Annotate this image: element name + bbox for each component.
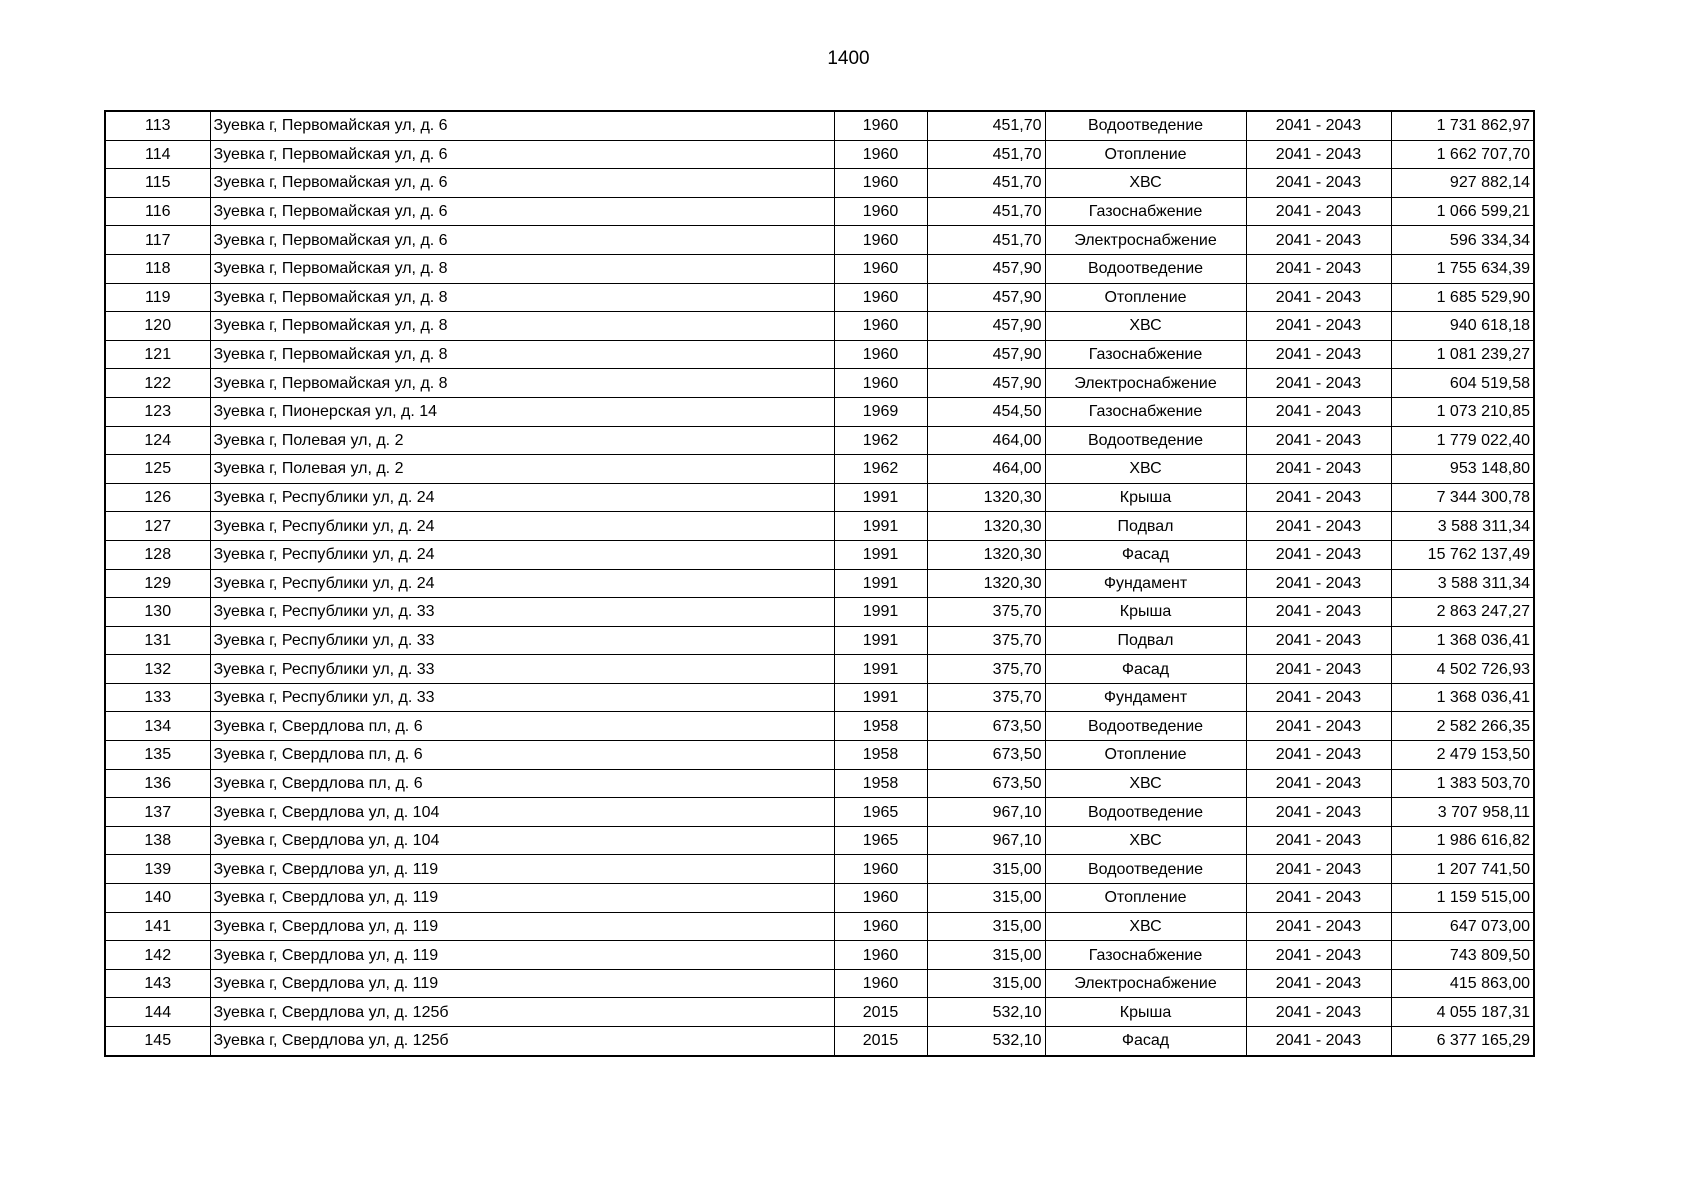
table-row — [105, 369, 1534, 398]
system-cell: Водоотведение — [1045, 855, 1246, 884]
period-cell: 2041 - 2043 — [1246, 340, 1391, 369]
period-cell: 2041 - 2043 — [1246, 598, 1391, 627]
build-year-cell: 1991 — [834, 683, 927, 712]
table-row — [105, 969, 1534, 998]
table-row — [105, 397, 1534, 426]
row-number: 118 — [105, 254, 210, 283]
address-cell: Зуевка г, Свердлова ул, д. 125б — [210, 998, 834, 1027]
period-cell: 2041 - 2043 — [1246, 626, 1391, 655]
system-cell: Электроснабжение — [1045, 369, 1246, 398]
row-number: 129 — [105, 569, 210, 598]
cost-cell: 647 073,00 — [1391, 912, 1534, 941]
address-cell: Зуевка г, Свердлова пл, д. 6 — [210, 741, 834, 770]
area-cell: 464,00 — [927, 455, 1045, 484]
row-number: 121 — [105, 340, 210, 369]
system-cell: Подвал — [1045, 626, 1246, 655]
row-number: 140 — [105, 884, 210, 913]
row-number: 141 — [105, 912, 210, 941]
table-row — [105, 598, 1534, 627]
row-number: 137 — [105, 798, 210, 827]
row-number: 134 — [105, 712, 210, 741]
address-cell: Зуевка г, Первомайская ул, д. 6 — [210, 140, 834, 169]
table-row — [105, 1027, 1534, 1056]
system-cell: Отопление — [1045, 140, 1246, 169]
area-cell: 967,10 — [927, 798, 1045, 827]
system-cell: Газоснабжение — [1045, 340, 1246, 369]
table-row — [105, 483, 1534, 512]
period-cell: 2041 - 2043 — [1246, 941, 1391, 970]
cost-cell: 1 662 707,70 — [1391, 140, 1534, 169]
area-cell: 457,90 — [927, 254, 1045, 283]
cost-cell: 4 055 187,31 — [1391, 998, 1534, 1027]
row-number: 130 — [105, 598, 210, 627]
system-cell: ХВС — [1045, 769, 1246, 798]
area-cell: 451,70 — [927, 111, 1045, 140]
system-cell: Фасад — [1045, 1027, 1246, 1056]
area-cell: 375,70 — [927, 598, 1045, 627]
system-cell: Водоотведение — [1045, 798, 1246, 827]
period-cell: 2041 - 2043 — [1246, 312, 1391, 341]
cost-cell: 3 588 311,34 — [1391, 569, 1534, 598]
cost-cell: 953 148,80 — [1391, 455, 1534, 484]
build-year-cell: 1960 — [834, 912, 927, 941]
build-year-cell: 1991 — [834, 598, 927, 627]
cost-cell: 1 368 036,41 — [1391, 626, 1534, 655]
build-year-cell: 1991 — [834, 540, 927, 569]
row-number: 139 — [105, 855, 210, 884]
system-cell: Отопление — [1045, 283, 1246, 312]
table-row — [105, 912, 1534, 941]
area-cell: 315,00 — [927, 912, 1045, 941]
cost-cell: 1 207 741,50 — [1391, 855, 1534, 884]
area-cell: 532,10 — [927, 1027, 1045, 1056]
area-cell: 315,00 — [927, 855, 1045, 884]
system-cell: ХВС — [1045, 826, 1246, 855]
cost-cell: 1 159 515,00 — [1391, 884, 1534, 913]
area-cell: 673,50 — [927, 741, 1045, 770]
system-cell: Водоотведение — [1045, 254, 1246, 283]
system-cell: Фундамент — [1045, 683, 1246, 712]
system-cell: Газоснабжение — [1045, 197, 1246, 226]
area-cell: 1320,30 — [927, 512, 1045, 541]
cost-cell: 7 344 300,78 — [1391, 483, 1534, 512]
build-year-cell: 1960 — [834, 254, 927, 283]
cost-cell: 4 502 726,93 — [1391, 655, 1534, 684]
address-cell: Зуевка г, Первомайская ул, д. 8 — [210, 312, 834, 341]
system-cell: Газоснабжение — [1045, 941, 1246, 970]
address-cell: Зуевка г, Полевая ул, д. 2 — [210, 455, 834, 484]
table-row — [105, 540, 1534, 569]
cost-cell: 1 779 022,40 — [1391, 426, 1534, 455]
cost-cell: 1 383 503,70 — [1391, 769, 1534, 798]
row-number: 144 — [105, 998, 210, 1027]
row-number: 119 — [105, 283, 210, 312]
table-row — [105, 941, 1534, 970]
system-cell: ХВС — [1045, 455, 1246, 484]
address-cell: Зуевка г, Первомайская ул, д. 6 — [210, 169, 834, 198]
table-row — [105, 111, 1534, 140]
cost-cell: 3 588 311,34 — [1391, 512, 1534, 541]
period-cell: 2041 - 2043 — [1246, 826, 1391, 855]
system-cell: Отопление — [1045, 884, 1246, 913]
period-cell: 2041 - 2043 — [1246, 169, 1391, 198]
table-row — [105, 169, 1534, 198]
build-year-cell: 1960 — [834, 855, 927, 884]
period-cell: 2041 - 2043 — [1246, 855, 1391, 884]
build-year-cell: 1960 — [834, 283, 927, 312]
build-year-cell: 2015 — [834, 1027, 927, 1056]
period-cell: 2041 - 2043 — [1246, 884, 1391, 913]
cost-cell: 604 519,58 — [1391, 369, 1534, 398]
period-cell: 2041 - 2043 — [1246, 455, 1391, 484]
area-cell: 315,00 — [927, 941, 1045, 970]
address-cell: Зуевка г, Республики ул, д. 33 — [210, 626, 834, 655]
table-row — [105, 254, 1534, 283]
build-year-cell: 1960 — [834, 111, 927, 140]
table-row — [105, 226, 1534, 255]
period-cell: 2041 - 2043 — [1246, 197, 1391, 226]
build-year-cell: 1958 — [834, 769, 927, 798]
area-cell: 315,00 — [927, 884, 1045, 913]
address-cell: Зуевка г, Республики ул, д. 33 — [210, 655, 834, 684]
row-number: 126 — [105, 483, 210, 512]
system-cell: Отопление — [1045, 741, 1246, 770]
area-cell: 315,00 — [927, 969, 1045, 998]
build-year-cell: 1960 — [834, 369, 927, 398]
cost-cell: 1 081 239,27 — [1391, 340, 1534, 369]
row-number: 124 — [105, 426, 210, 455]
area-cell: 457,90 — [927, 369, 1045, 398]
period-cell: 2041 - 2043 — [1246, 283, 1391, 312]
build-year-cell: 1991 — [834, 655, 927, 684]
address-cell: Зуевка г, Свердлова ул, д. 125б — [210, 1027, 834, 1056]
area-cell: 451,70 — [927, 197, 1045, 226]
build-year-cell: 1991 — [834, 512, 927, 541]
area-cell: 457,90 — [927, 312, 1045, 341]
row-number: 123 — [105, 397, 210, 426]
address-cell: Зуевка г, Республики ул, д. 24 — [210, 540, 834, 569]
address-cell: Зуевка г, Пионерская ул, д. 14 — [210, 397, 834, 426]
period-cell: 2041 - 2043 — [1246, 998, 1391, 1027]
period-cell: 2041 - 2043 — [1246, 226, 1391, 255]
system-cell: Фундамент — [1045, 569, 1246, 598]
table-row — [105, 140, 1534, 169]
system-cell: Водоотведение — [1045, 712, 1246, 741]
address-cell: Зуевка г, Республики ул, д. 24 — [210, 569, 834, 598]
row-number: 120 — [105, 312, 210, 341]
build-year-cell: 1991 — [834, 483, 927, 512]
address-cell: Зуевка г, Республики ул, д. 33 — [210, 598, 834, 627]
area-cell: 375,70 — [927, 655, 1045, 684]
table-row — [105, 712, 1534, 741]
address-cell: Зуевка г, Первомайская ул, д. 8 — [210, 369, 834, 398]
build-year-cell: 1962 — [834, 455, 927, 484]
row-number: 128 — [105, 540, 210, 569]
system-cell: Крыша — [1045, 598, 1246, 627]
address-cell: Зуевка г, Свердлова ул, д. 104 — [210, 798, 834, 827]
build-year-cell: 1960 — [834, 197, 927, 226]
area-cell: 1320,30 — [927, 483, 1045, 512]
area-cell: 451,70 — [927, 169, 1045, 198]
system-cell: Газоснабжение — [1045, 397, 1246, 426]
period-cell: 2041 - 2043 — [1246, 769, 1391, 798]
row-number: 142 — [105, 941, 210, 970]
system-cell: ХВС — [1045, 312, 1246, 341]
table-row — [105, 884, 1534, 913]
cost-cell: 2 479 153,50 — [1391, 741, 1534, 770]
system-cell: Электроснабжение — [1045, 969, 1246, 998]
address-cell: Зуевка г, Первомайская ул, д. 6 — [210, 226, 834, 255]
cost-cell: 927 882,14 — [1391, 169, 1534, 198]
row-number: 132 — [105, 655, 210, 684]
row-number: 145 — [105, 1027, 210, 1056]
system-cell: ХВС — [1045, 169, 1246, 198]
row-number: 115 — [105, 169, 210, 198]
table-row — [105, 826, 1534, 855]
table-row — [105, 798, 1534, 827]
period-cell: 2041 - 2043 — [1246, 426, 1391, 455]
build-year-cell: 1960 — [834, 226, 927, 255]
system-cell: Фасад — [1045, 655, 1246, 684]
area-cell: 451,70 — [927, 140, 1045, 169]
row-number: 135 — [105, 741, 210, 770]
row-number: 117 — [105, 226, 210, 255]
build-year-cell: 1960 — [834, 169, 927, 198]
period-cell: 2041 - 2043 — [1246, 912, 1391, 941]
cost-cell: 1 986 616,82 — [1391, 826, 1534, 855]
table-row — [105, 655, 1534, 684]
address-cell: Зуевка г, Первомайская ул, д. 6 — [210, 197, 834, 226]
table-row — [105, 426, 1534, 455]
area-cell: 673,50 — [927, 712, 1045, 741]
cost-cell: 1 066 599,21 — [1391, 197, 1534, 226]
period-cell: 2041 - 2043 — [1246, 798, 1391, 827]
area-cell: 454,50 — [927, 397, 1045, 426]
table-row — [105, 512, 1534, 541]
table-body — [105, 111, 1534, 1056]
table-row — [105, 626, 1534, 655]
table-row — [105, 741, 1534, 770]
address-cell: Зуевка г, Первомайская ул, д. 8 — [210, 254, 834, 283]
cost-cell: 1 685 529,90 — [1391, 283, 1534, 312]
cost-cell: 1 368 036,41 — [1391, 683, 1534, 712]
cost-cell: 743 809,50 — [1391, 941, 1534, 970]
area-cell: 457,90 — [927, 283, 1045, 312]
row-number: 114 — [105, 140, 210, 169]
build-year-cell: 1960 — [834, 969, 927, 998]
row-number: 136 — [105, 769, 210, 798]
period-cell: 2041 - 2043 — [1246, 397, 1391, 426]
build-year-cell: 1960 — [834, 884, 927, 913]
row-number: 116 — [105, 197, 210, 226]
address-cell: Зуевка г, Свердлова пл, д. 6 — [210, 769, 834, 798]
table-row — [105, 569, 1534, 598]
period-cell: 2041 - 2043 — [1246, 569, 1391, 598]
address-cell: Зуевка г, Первомайская ул, д. 8 — [210, 283, 834, 312]
area-cell: 375,70 — [927, 683, 1045, 712]
system-cell: Крыша — [1045, 998, 1246, 1027]
cost-cell: 15 762 137,49 — [1391, 540, 1534, 569]
area-cell: 464,00 — [927, 426, 1045, 455]
area-cell: 532,10 — [927, 998, 1045, 1027]
table-row — [105, 340, 1534, 369]
table-row — [105, 455, 1534, 484]
area-cell: 457,90 — [927, 340, 1045, 369]
row-number: 143 — [105, 969, 210, 998]
system-cell: ХВС — [1045, 912, 1246, 941]
address-cell: Зуевка г, Свердлова ул, д. 119 — [210, 969, 834, 998]
address-cell: Зуевка г, Республики ул, д. 24 — [210, 483, 834, 512]
area-cell: 673,50 — [927, 769, 1045, 798]
address-cell: Зуевка г, Первомайская ул, д. 8 — [210, 340, 834, 369]
system-cell: Водоотведение — [1045, 426, 1246, 455]
period-cell: 2041 - 2043 — [1246, 540, 1391, 569]
address-cell: Зуевка г, Свердлова пл, д. 6 — [210, 712, 834, 741]
cost-cell: 6 377 165,29 — [1391, 1027, 1534, 1056]
row-number: 125 — [105, 455, 210, 484]
table-row — [105, 683, 1534, 712]
build-year-cell: 1991 — [834, 569, 927, 598]
page-number: 1400 — [827, 48, 870, 69]
period-cell: 2041 - 2043 — [1246, 1027, 1391, 1056]
build-year-cell: 1960 — [834, 140, 927, 169]
table-row — [105, 312, 1534, 341]
period-cell: 2041 - 2043 — [1246, 512, 1391, 541]
cost-cell: 3 707 958,11 — [1391, 798, 1534, 827]
table-row — [105, 197, 1534, 226]
cost-cell: 1 731 862,97 — [1391, 111, 1534, 140]
period-cell: 2041 - 2043 — [1246, 655, 1391, 684]
build-year-cell: 1991 — [834, 626, 927, 655]
build-year-cell: 1958 — [834, 741, 927, 770]
row-number: 122 — [105, 369, 210, 398]
system-cell: Водоотведение — [1045, 111, 1246, 140]
table-row — [105, 855, 1534, 884]
address-cell: Зуевка г, Свердлова ул, д. 104 — [210, 826, 834, 855]
period-cell: 2041 - 2043 — [1246, 254, 1391, 283]
area-cell: 1320,30 — [927, 540, 1045, 569]
address-cell: Зуевка г, Полевая ул, д. 2 — [210, 426, 834, 455]
period-cell: 2041 - 2043 — [1246, 483, 1391, 512]
row-number: 133 — [105, 683, 210, 712]
system-cell: Подвал — [1045, 512, 1246, 541]
table-row — [105, 998, 1534, 1027]
build-year-cell: 2015 — [834, 998, 927, 1027]
address-cell: Зуевка г, Республики ул, д. 33 — [210, 683, 834, 712]
build-year-cell: 1962 — [834, 426, 927, 455]
repair-schedule-table — [104, 110, 1535, 1057]
period-cell: 2041 - 2043 — [1246, 369, 1391, 398]
cost-cell: 2 582 266,35 — [1391, 712, 1534, 741]
period-cell: 2041 - 2043 — [1246, 741, 1391, 770]
table-row — [105, 283, 1534, 312]
system-cell: Электроснабжение — [1045, 226, 1246, 255]
address-cell: Зуевка г, Свердлова ул, д. 119 — [210, 941, 834, 970]
area-cell: 375,70 — [927, 626, 1045, 655]
area-cell: 967,10 — [927, 826, 1045, 855]
system-cell: Крыша — [1045, 483, 1246, 512]
build-year-cell: 1969 — [834, 397, 927, 426]
address-cell: Зуевка г, Республики ул, д. 24 — [210, 512, 834, 541]
period-cell: 2041 - 2043 — [1246, 111, 1391, 140]
cost-cell: 1 073 210,85 — [1391, 397, 1534, 426]
cost-cell: 940 618,18 — [1391, 312, 1534, 341]
cost-cell: 596 334,34 — [1391, 226, 1534, 255]
table-row — [105, 769, 1534, 798]
row-number: 113 — [105, 111, 210, 140]
address-cell: Зуевка г, Свердлова ул, д. 119 — [210, 855, 834, 884]
cost-cell: 1 755 634,39 — [1391, 254, 1534, 283]
area-cell: 1320,30 — [927, 569, 1045, 598]
row-number: 138 — [105, 826, 210, 855]
address-cell: Зуевка г, Свердлова ул, д. 119 — [210, 912, 834, 941]
row-number: 127 — [105, 512, 210, 541]
build-year-cell: 1965 — [834, 798, 927, 827]
system-cell: Фасад — [1045, 540, 1246, 569]
row-number: 131 — [105, 626, 210, 655]
cost-cell: 2 863 247,27 — [1391, 598, 1534, 627]
build-year-cell: 1960 — [834, 340, 927, 369]
build-year-cell: 1960 — [834, 941, 927, 970]
address-cell: Зуевка г, Первомайская ул, д. 6 — [210, 111, 834, 140]
area-cell: 451,70 — [927, 226, 1045, 255]
build-year-cell: 1965 — [834, 826, 927, 855]
cost-cell: 415 863,00 — [1391, 969, 1534, 998]
address-cell: Зуевка г, Свердлова ул, д. 119 — [210, 884, 834, 913]
period-cell: 2041 - 2043 — [1246, 140, 1391, 169]
period-cell: 2041 - 2043 — [1246, 712, 1391, 741]
period-cell: 2041 - 2043 — [1246, 683, 1391, 712]
build-year-cell: 1960 — [834, 312, 927, 341]
period-cell: 2041 - 2043 — [1246, 969, 1391, 998]
build-year-cell: 1958 — [834, 712, 927, 741]
